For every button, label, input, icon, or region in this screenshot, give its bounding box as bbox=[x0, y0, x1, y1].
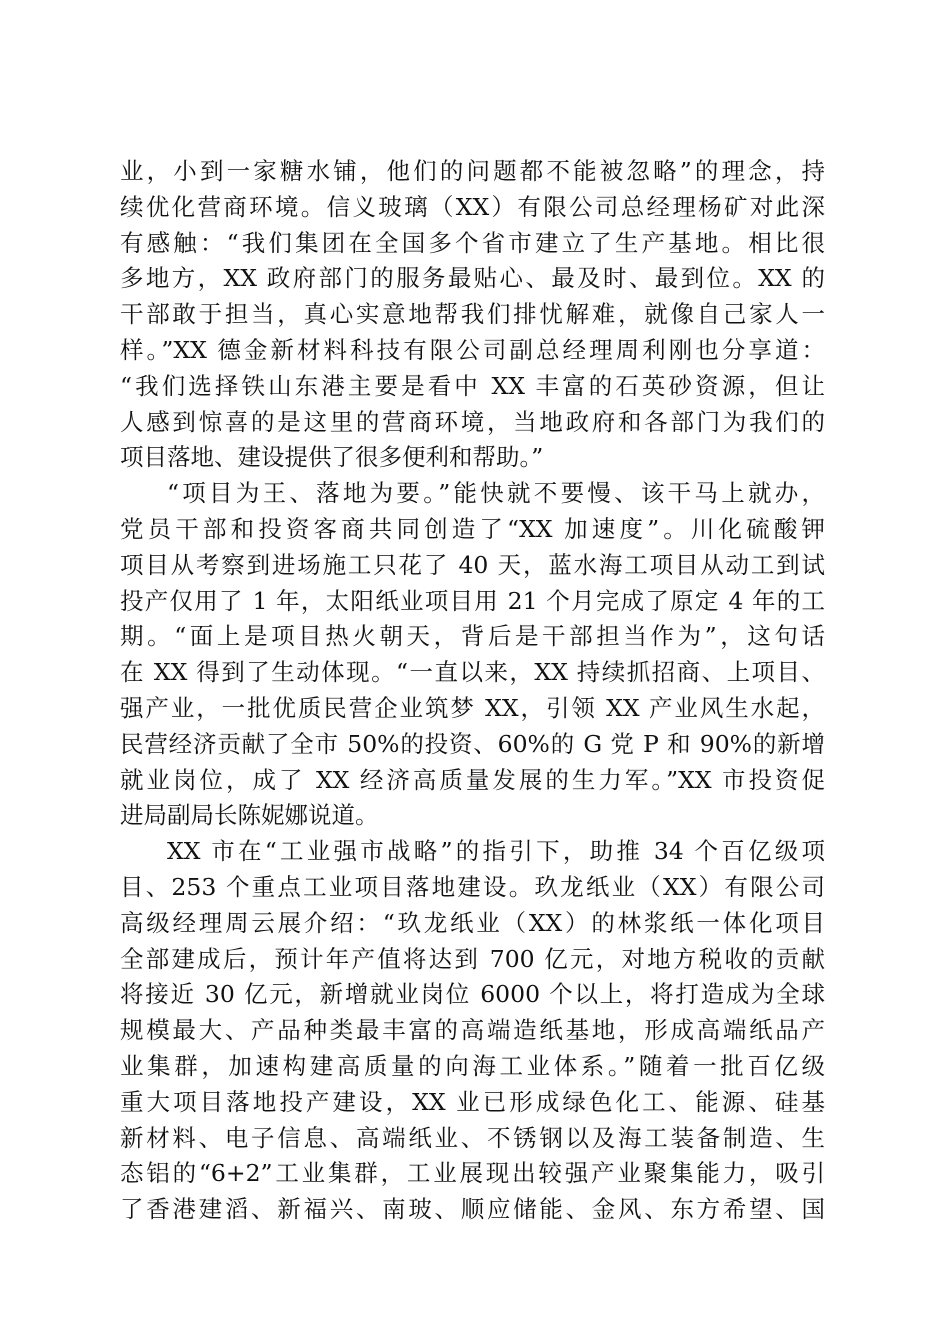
text-line: 期。“面上是项目热火朝天，背后是干部担当作为”，这句话 bbox=[120, 622, 825, 651]
text-line: 新材料、电子信息、高端纸业、不锈钢以及海工装备制造、生 bbox=[120, 1123, 825, 1152]
text-line: 民营经济贡献了全市 50%的投资、60%的 G 党 P 和 90%的新增 bbox=[120, 729, 825, 758]
text-line: 项目从考察到进场施工只花了 40 天，蓝水海工项目从动工到试 bbox=[120, 550, 825, 579]
text-line: 多地方，XX 政府部门的服务最贴心、最及时、最到位。XX 的 bbox=[120, 264, 825, 293]
text-line: 在 XX 得到了生动体现。“一直以来，XX 持续抓招商、上项目、 bbox=[120, 658, 825, 687]
text-line: 规模最大、产品种类最丰富的高端造纸基地，形成高端纸品产 bbox=[120, 1016, 825, 1045]
text-line: 项目落地、建设提供了很多便利和帮助。” bbox=[120, 443, 544, 472]
text-line: 将接近 30 亿元，新增就业岗位 6000 个以上，将打造成为全球 bbox=[120, 980, 825, 1009]
text-line: 重大项目落地投产建设，XX 业已形成绿色化工、能源、硅基 bbox=[120, 1087, 825, 1116]
text-line: 干部敢于担当，真心实意地帮我们排忧解难，就像自己家人一 bbox=[120, 300, 825, 329]
paragraph-first-line: “项目为王、落地为要。”能快就不要慢、该干马上就办， bbox=[167, 479, 825, 508]
text-line: 高级经理周云展介绍：“玖龙纸业（XX）的林浆纸一体化项目 bbox=[120, 908, 825, 937]
text-line: 全部建成后，预计年产值将达到 700 亿元，对地方税收的贡献 bbox=[120, 944, 825, 973]
paragraph-first-line: XX 市在“工业强市战略”的指引下，助推 34 个百亿级项 bbox=[167, 837, 825, 866]
text-line: 样。”XX 德金新材料科技有限公司副总经理周利刚也分享道： bbox=[120, 335, 825, 364]
text-line: 态铝的“6+2”工业集群，工业展现出较强产业聚集能力，吸引 bbox=[120, 1159, 825, 1188]
text-line: 续优化营商环境。信义玻璃（XX）有限公司总经理杨矿对此深 bbox=[120, 192, 825, 221]
text-line: “我们选择铁山东港主要是看中 XX 丰富的石英砂资源，但让 bbox=[120, 371, 825, 400]
text-line: 业集群，加速构建高质量的向海工业体系。”随着一批百亿级 bbox=[120, 1051, 825, 1080]
document-body bbox=[120, 154, 825, 1228]
text-line: 投产仅用了 1 年，太阳纸业项目用 21 个月完成了原定 4 年的工 bbox=[120, 586, 825, 615]
text-line: 党员干部和投资客商共同创造了“XX 加速度”。川化硫酸钾 bbox=[120, 514, 825, 543]
text-line: 就业岗位，成了 XX 经济高质量发展的生力军。”XX 市投资促 bbox=[120, 765, 825, 794]
text-line: 人感到惊喜的是这里的营商环境，当地政府和各部门为我们的 bbox=[120, 407, 825, 436]
text-line: 进局副局长陈妮娜说道。 bbox=[120, 801, 379, 830]
text-line: 有感触：“我们集团在全国多个省市建立了生产基地。相比很 bbox=[120, 228, 825, 257]
text-line: 了香港建滔、新福兴、南玻、顺应储能、金风、东方希望、国 bbox=[120, 1195, 825, 1224]
text-line: 目、253 个重点工业项目落地建设。玖龙纸业（XX）有限公司 bbox=[120, 872, 825, 901]
text-line: 强产业，一批优质民营企业筑梦 XX，引领 XX 产业风生水起， bbox=[120, 693, 825, 722]
text-line: 业，小到一家糖水铺，他们的问题都不能被忽略”的理念，持 bbox=[120, 157, 825, 185]
